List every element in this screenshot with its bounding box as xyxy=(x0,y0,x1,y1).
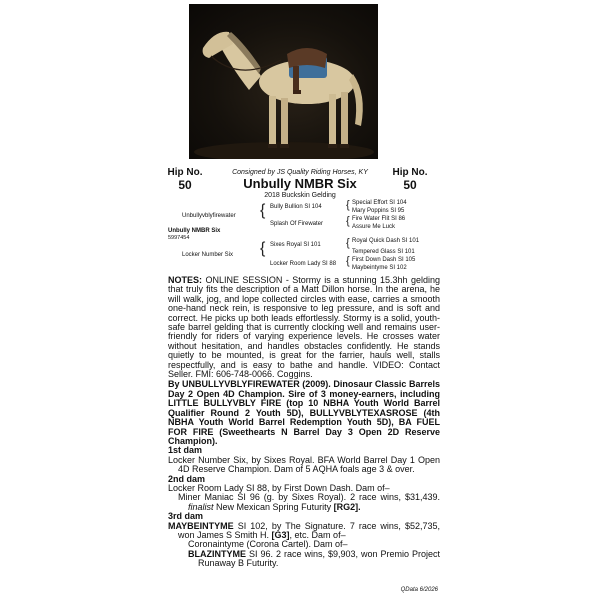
hip-label: Hip No. xyxy=(167,167,203,178)
pedigree-ss-dam: Mary Poppins SI 95 xyxy=(352,208,405,214)
pedigree-dd-dam: Maybeintyme SI 102 xyxy=(352,265,407,271)
pedigree-subject: Unbully NMBR Six xyxy=(168,228,221,234)
brace-icon: { xyxy=(346,199,350,211)
hip-label: Hip No. xyxy=(392,167,428,178)
horse-photo xyxy=(189,4,378,159)
hip-number: 50 xyxy=(403,178,417,192)
third-dam-produce-a: Coronaintyme (Corona Cartel). Dam of– xyxy=(188,539,348,550)
second-dam-produce xyxy=(168,493,440,512)
consignor-line: Consigned by JS Quality Riding Horses, KY xyxy=(232,169,368,176)
notes-paragraph xyxy=(168,276,440,379)
third-dam-produce-b xyxy=(168,550,440,569)
pedigree-dam: Locker Number Six xyxy=(182,252,234,258)
notes-text: ONLINE SESSION - Stormy is a stunning 15.3hh gelding that truly fits the description of a Matt Dillon horse. In the arena, he will walk, jog, and lope collected circles with ease, carries a smooth one-hand neck rein, is responsive to leg pressure, and is soft and correct. He picks up both leads effortlessly. Stormy is a solid, youth-safe barrel gelding that is currently clocking well and remains user-friendly for riders of varying experience levels. He crosses water without hesitation, and handles obstacles confidently. He stands quietly to be mounted, is great for the farrier, hauls well, stalls respectfully, and is easy to bathe and handle. VIDEO: Contact Seller. FMI: 606-748-0066. Coggins. xyxy=(168,275,440,380)
pedigree-sire-sire: Bully Bullion SI 104 xyxy=(270,204,322,210)
brace-icon: { xyxy=(346,215,350,227)
pedigree-sd-dam: Assure Me Luck xyxy=(352,224,396,230)
third-dam-name: MAYBEINTYME xyxy=(168,520,234,531)
horse-description: 2018 Buckskin Gelding xyxy=(264,192,336,199)
third-dam-label: 3rd dam xyxy=(168,511,204,522)
sire-summary: By UNBULLYVBLYFIREWATER (2009). Dinosaur Classic Barrels Day 2 Open 4D Champion. Sire of 3 money-earners, including LITTLE BULLYVBLY FIRE (top 10 NBHA Youth World Barrel Qualifier Round 2 Youth 5D), BULLYVBLYTEXASROSE (4th NBHA Youth World Barrel Redemption Youth 5D), BA FUEL FOR FIRE (Sweethearts N Barrel Day 3 Open 2D Reserve Champion). xyxy=(168,379,440,446)
produce-grade: [RG2]. xyxy=(333,501,361,512)
brace-icon: { xyxy=(260,202,266,219)
first-dam-label: 1st dam xyxy=(168,445,203,456)
horse-name: Unbully NMBR Six xyxy=(243,176,357,191)
brace-icon: { xyxy=(260,240,266,257)
first-dam-text: Locker Number Six, by Sixes Royal. BFA World Barrel Day 1 Open 4D Reserve Champion. Dam of 5 AQHA foals age 3 & over. xyxy=(168,454,440,475)
pedigree-dam-sire: Sixes Royal SI 101 xyxy=(270,242,321,248)
registration-number: 5997454 xyxy=(168,235,190,241)
brace-icon: { xyxy=(346,237,350,249)
produce-b-text: SI 96. 2 race wins, $9,903, won Premio Project Runaway B Futurity. xyxy=(198,548,440,569)
brace-icon: { xyxy=(346,255,350,267)
horse-illustration xyxy=(189,4,378,159)
pedigree-ds-sire: Royal Quick Dash SI 101 xyxy=(352,238,420,244)
second-dam-text: Locker Room Lady SI 88, by First Down Dash. Dam of– xyxy=(168,482,390,493)
pedigree-ds-dam: Tempered Glass SI 101 xyxy=(352,249,415,255)
produce-b-name: BLAZINTYME xyxy=(188,548,246,559)
catalog-body xyxy=(168,276,440,569)
produce-italic: finalist xyxy=(188,501,214,512)
pedigree-sd-sire: Fire Water Flit SI 86 xyxy=(352,216,406,222)
pedigree-dd-sire: First Down Dash SI 105 xyxy=(352,257,416,263)
pedigree-dam-dam: Locker Room Lady SI 88 xyxy=(270,261,337,267)
catalog-page xyxy=(160,0,440,600)
third-dam-text xyxy=(168,522,440,541)
pedigree-ss-sire: Special Effort SI 104 xyxy=(352,200,407,206)
produce-race: New Mexican Spring Futurity xyxy=(216,501,332,512)
produce-text: Miner Maniac SI 96 (g. by Sixes Royal). 2 race wins, $31,439. xyxy=(178,492,440,503)
second-dam-label: 2nd dam xyxy=(168,473,206,484)
footer-qdata: QData 6/2026 xyxy=(400,587,438,593)
third-dam-record: SI 102, by The Signature. 7 race wins, $52,735, won James S Smith H. xyxy=(178,520,440,540)
third-dam-grade: [G3] xyxy=(271,529,290,540)
pedigree-sire-dam: Splash Of Firewater xyxy=(270,221,324,227)
pedigree-sire: Unbullyvblyfirewater xyxy=(182,213,236,219)
hip-number: 50 xyxy=(178,178,192,192)
notes-label: NOTES: xyxy=(168,275,203,285)
third-dam-record-tail: , etc. Dam of– xyxy=(289,529,346,540)
